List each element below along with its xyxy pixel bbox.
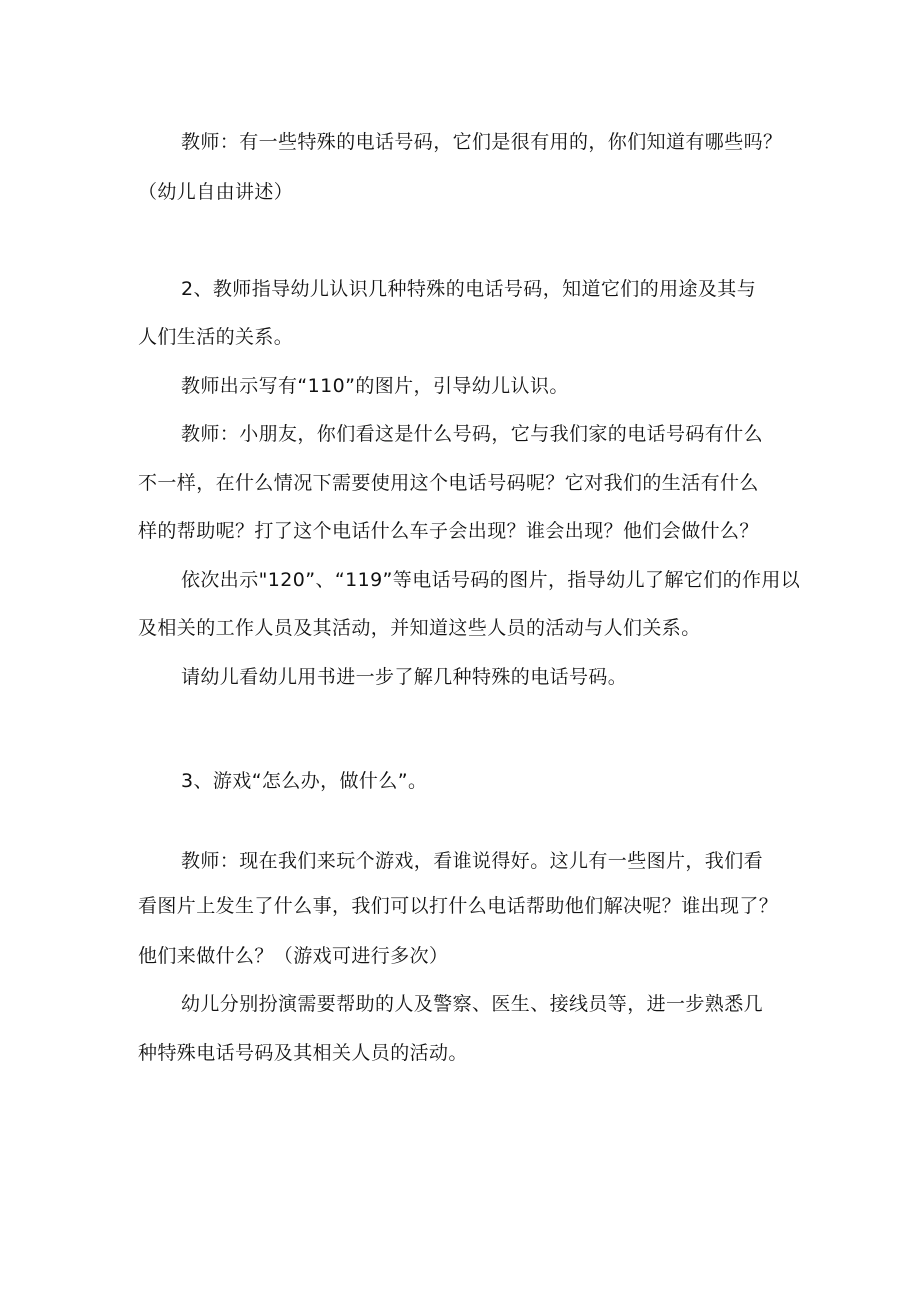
text-line: 人们生活的关系。 bbox=[138, 326, 294, 348]
section-heading: 3、游戏“怎么办，做什么”。 bbox=[181, 770, 428, 792]
text-line: 看图片上发生了什么事，我们可以打什么电话帮助他们解决呢？谁出现了？ bbox=[138, 895, 779, 917]
text-line: 幼儿分别扮演需要帮助的人及警察、医生、接线员等，进一步熟悉几 bbox=[181, 993, 764, 1015]
text-line: 教师：小朋友，你们看这是什么号码，它与我们家的电话号码有什么 bbox=[181, 423, 764, 445]
text-line: 请幼儿看幼儿用书进一步了解几种特殊的电话号码。 bbox=[181, 666, 628, 688]
text-line: 教师出示写有“110”的图片，引导幼儿认识。 bbox=[181, 375, 569, 397]
text-line: 教师：现在我们来玩个游戏，看谁说得好。这儿有一些图片，我们看 bbox=[181, 850, 764, 872]
text-line: 及相关的工作人员及其活动，并知道这些人员的活动与人们关系。 bbox=[138, 617, 701, 639]
text-line: 种特殊电话号码及其相关人员的活动。 bbox=[138, 1042, 468, 1064]
text-line: 教师：有一些特殊的电话号码，它们是很有用的，你们知道有哪些吗？ bbox=[181, 131, 783, 153]
text-line: 依次出示"120”、“119”等电话号码的图片，指导幼儿了解它们的作用以 bbox=[181, 569, 801, 591]
text-line: （幼儿自由讲述） bbox=[138, 181, 294, 203]
text-line: 他们来做什么？（游戏可进行多次） bbox=[138, 945, 449, 967]
section-heading: 2、教师指导幼儿认识几种特殊的电话号码，知道它们的用途及其与 bbox=[181, 278, 757, 300]
text-line: 样的帮助呢？打了这个电话什么车子会出现？谁会出现？他们会做什么？ bbox=[138, 520, 759, 542]
text-line: 不一样，在什么情况下需要使用这个电话号码呢？它对我们的生活有什么 bbox=[138, 472, 759, 494]
